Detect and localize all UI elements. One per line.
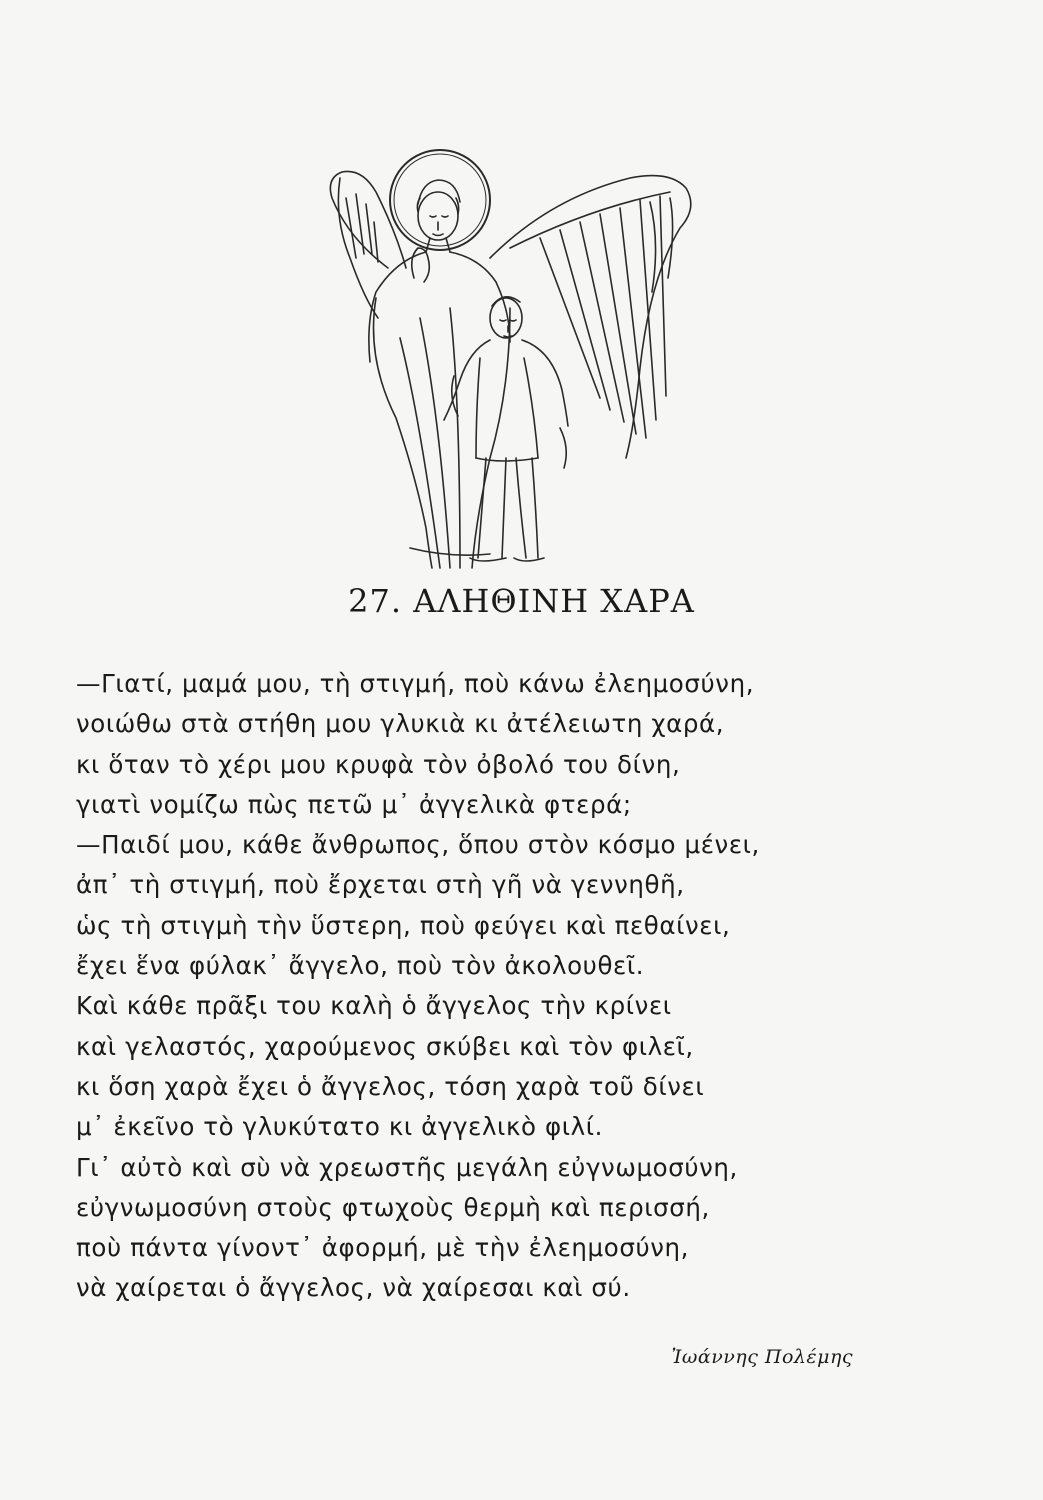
poem-line: νοιώθω στὰ στήθη μου γλυκιὰ κι ἀτέλειωτη χαρά, <box>76 709 725 739</box>
poem-line: κι ὅση χαρὰ ἔχει ὁ ἄγγελος, τόση χαρὰ τοῦ δίνει <box>76 1071 705 1101</box>
poem-line: καὶ γελαστός, χαρούμενος σκύβει καὶ τὸν φιλεῖ, <box>76 1031 694 1061</box>
poem-line: —Παιδί μου, κάθε ἄνθρωπος, ὅπου στὸν κόσμο μένει, <box>76 830 760 860</box>
poem-line: εὐγνωμοσύνη στοὺς φτωχοὺς θερμὴ καὶ περισσή, <box>76 1192 710 1222</box>
poem-title: 27. ΑΛΗΘΙΝΗ ΧΑΡΑ <box>348 582 695 620</box>
poem-line: ὡς τὴ στιγμὴ τὴν ὕστερη, ποὺ φεύγει καὶ πεθαίνει, <box>76 910 731 940</box>
poem-line: Γι᾿ αὐτὸ καὶ σὺ νὰ χρεωστῆς μεγάλη εὐγνωμοσύνη, <box>76 1152 738 1182</box>
poem-line: —Γιατί, μαμά μου, τὴ στιγμή, ποὺ κάνω ἐλεημοσύνη, <box>76 669 755 698</box>
poem-line: νὰ χαίρεται ὁ ἄγγελος, νὰ χαίρεσαι καὶ σύ. <box>76 1273 631 1303</box>
poem-line: μ᾿ ἐκεῖνο τὸ γλυκύτατο κι ἀγγελικὸ φιλί. <box>76 1112 603 1142</box>
poem-author: Ἰωάννης Πολέμης <box>671 1346 853 1368</box>
poem-line: Καὶ κάθε πρᾶξι του καλὴ ὁ ἄγγελος τὴν κρίνει <box>76 991 672 1021</box>
poem-line: ποὺ πάντα γίνοντ᾿ ἀφορμή, μὲ τὴν ἐλεημοσύνη, <box>76 1233 690 1263</box>
poem-line: κι ὅταν τὸ χέρι μου κρυφὰ τὸν ὀβολό του δίνη, <box>76 749 681 779</box>
poem-body <box>76 664 876 1309</box>
poem-line: γιατὶ νομίζω πὼς πετῶ μ᾿ ἀγγελικὰ φτερά; <box>76 789 632 819</box>
angel-and-child-illustration <box>310 138 730 578</box>
poem-line: ἀπ᾿ τὴ στιγμή, ποὺ ἔρχεται στὴ γῆ νὰ γεννηθῆ, <box>76 870 685 900</box>
poem-line: ἔχει ἕνα φύλακ᾿ ἄγγελο, ποὺ τὸν ἀκολουθεῖ. <box>76 951 645 981</box>
